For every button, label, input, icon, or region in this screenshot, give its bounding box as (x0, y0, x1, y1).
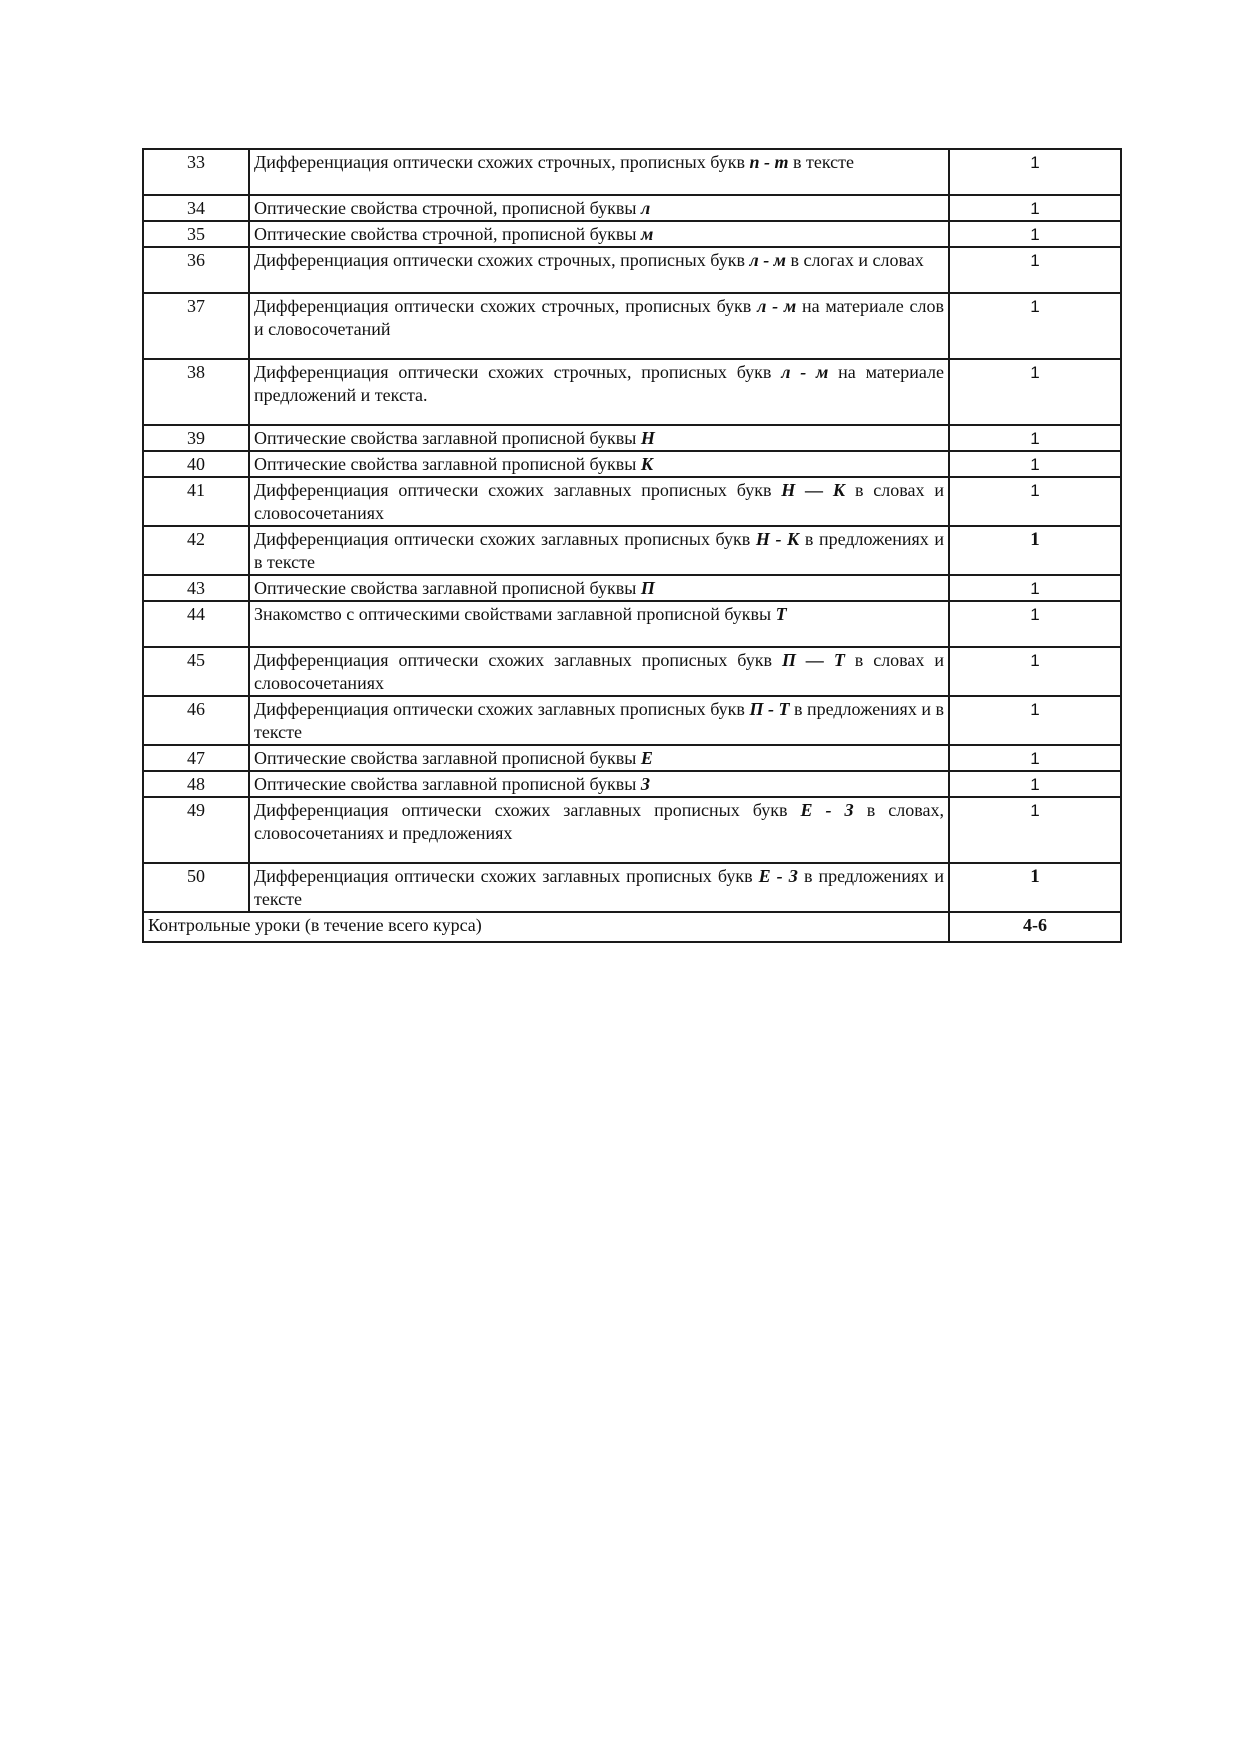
topic-text-end: в предложениях и тексте (254, 866, 944, 909)
lesson-hours: 1 (949, 221, 1121, 247)
topic-text: Оптические свойства заглавной прописной буквы (254, 428, 641, 448)
table-row (143, 647, 1121, 696)
topic-letters: Н (640, 428, 655, 448)
lesson-topic (249, 696, 949, 745)
table-row (143, 575, 1121, 601)
topic-letters: П — Т (781, 650, 845, 670)
lesson-topic (249, 601, 949, 647)
lesson-hours: 1 (949, 863, 1121, 912)
topic-text-end: в словах и словосочетаниях (254, 480, 944, 523)
table-row (143, 526, 1121, 575)
topic-letters: л (640, 198, 651, 218)
lesson-topic (249, 797, 949, 863)
lesson-topic (249, 149, 949, 195)
lesson-topic (249, 247, 949, 293)
topic-letters: Е - З (758, 866, 798, 886)
topic-text-end: на материале слов и словосочетаний (254, 296, 944, 339)
lesson-topic (249, 745, 949, 771)
lesson-topic (249, 526, 949, 575)
topic-letters: Т (775, 604, 787, 624)
lesson-topic (249, 359, 949, 425)
topic-text: Дифференциация оптически схожих заглавных прописных букв (254, 480, 782, 500)
lesson-hours: 1 (949, 601, 1121, 647)
lesson-number: 35 (143, 221, 249, 247)
topic-text: Дифференциация оптически схожих строчных, прописных букв (254, 152, 750, 172)
lesson-number: 49 (143, 797, 249, 863)
topic-letters: л - м (749, 250, 787, 270)
topic-letters: л - м (781, 362, 829, 382)
topic-text: Дифференциация оптически схожих строчных, прописных букв (254, 362, 782, 382)
table-row (143, 477, 1121, 526)
table-row (143, 696, 1121, 745)
topic-text: Дифференциация оптически схожих заглавных прописных букв (254, 699, 750, 719)
topic-text-end: в предложениях и в тексте (254, 699, 944, 742)
topic-text: Оптические свойства заглавной прописной буквы (254, 774, 641, 794)
lesson-hours: 1 (949, 359, 1121, 425)
lesson-hours: 1 (949, 696, 1121, 745)
lesson-number: 45 (143, 647, 249, 696)
table-row (143, 247, 1121, 293)
topic-letters: Н — К (781, 480, 846, 500)
table-row (143, 451, 1121, 477)
lesson-number: 43 (143, 575, 249, 601)
topic-letters: К (640, 454, 654, 474)
topic-text: Оптические свойства заглавной прописной буквы (254, 578, 641, 598)
lesson-number: 46 (143, 696, 249, 745)
topic-text: Дифференциация оптически схожих строчных, прописных букв (254, 250, 750, 270)
lesson-number: 36 (143, 247, 249, 293)
topic-letters: Е (640, 748, 653, 768)
table-row (143, 863, 1121, 912)
topic-text: Дифференциация оптически схожих заглавных прописных букв (254, 650, 782, 670)
lesson-number: 47 (143, 745, 249, 771)
lesson-plan-table (142, 148, 1122, 943)
topic-text-end: в слогах и словах (786, 250, 924, 270)
lesson-hours: 1 (949, 293, 1121, 359)
topic-text: Оптические свойства строчной, прописной буквы (254, 224, 641, 244)
topic-letters: Н - К (755, 529, 800, 549)
table-row (143, 745, 1121, 771)
topic-text: Оптические свойства строчной, прописной буквы (254, 198, 641, 218)
table-row (143, 221, 1121, 247)
lesson-topic (249, 647, 949, 696)
table-row (143, 797, 1121, 863)
lesson-topic (249, 293, 949, 359)
topic-text-end: в словах, словосочетаниях и предложениях (254, 800, 944, 843)
footer-hours: 4-6 (949, 912, 1121, 942)
lesson-topic (249, 575, 949, 601)
lesson-hours: 1 (949, 425, 1121, 451)
lesson-hours: 1 (949, 771, 1121, 797)
lesson-hours: 1 (949, 647, 1121, 696)
lesson-hours: 1 (949, 149, 1121, 195)
table-row (143, 293, 1121, 359)
topic-text: Оптические свойства заглавной прописной буквы (254, 748, 641, 768)
table-row (143, 359, 1121, 425)
table-row (143, 195, 1121, 221)
lesson-hours: 1 (949, 477, 1121, 526)
lesson-number: 48 (143, 771, 249, 797)
topic-text-end: в тексте (788, 152, 854, 172)
lesson-hours: 1 (949, 745, 1121, 771)
lesson-number: 39 (143, 425, 249, 451)
footer-label: Контрольные уроки (в течение всего курса) (143, 912, 949, 942)
lesson-hours: 1 (949, 526, 1121, 575)
topic-text: Дифференциация оптически схожих заглавных прописных букв (254, 529, 756, 549)
topic-text: Дифференциация оптически схожих заглавных прописных букв (254, 800, 801, 820)
topic-letters: л - м (757, 296, 797, 316)
topic-letters: П - Т (749, 699, 790, 719)
topic-letters: м (640, 224, 654, 244)
lesson-number: 33 (143, 149, 249, 195)
topic-text: Оптические свойства заглавной прописной буквы (254, 454, 641, 474)
lesson-number: 38 (143, 359, 249, 425)
topic-text-end: в словах и словосочетаниях (254, 650, 944, 693)
topic-letters: п - т (749, 152, 789, 172)
lesson-topic (249, 221, 949, 247)
topic-text-end: на материале предложений и текста. (254, 362, 944, 405)
lesson-topic (249, 863, 949, 912)
lesson-topic (249, 425, 949, 451)
lesson-hours: 1 (949, 451, 1121, 477)
lesson-topic (249, 451, 949, 477)
lesson-hours: 1 (949, 575, 1121, 601)
topic-text: Дифференциация оптически схожих заглавных прописных букв (254, 866, 759, 886)
lesson-hours: 1 (949, 195, 1121, 221)
topic-letters: З (640, 774, 651, 794)
table-row (143, 149, 1121, 195)
topic-text-end: в предложениях и в тексте (254, 529, 944, 572)
topic-text: Знакомство с оптическими свойствами заглавной прописной буквы (254, 604, 776, 624)
lesson-hours: 1 (949, 247, 1121, 293)
table-row (143, 601, 1121, 647)
lesson-hours: 1 (949, 797, 1121, 863)
footer-row (143, 912, 1121, 942)
lesson-number: 42 (143, 526, 249, 575)
lesson-number: 40 (143, 451, 249, 477)
table-row (143, 771, 1121, 797)
lesson-number: 41 (143, 477, 249, 526)
lesson-topic (249, 771, 949, 797)
lesson-number: 37 (143, 293, 249, 359)
topic-letters: Е - З (800, 800, 854, 820)
lesson-topic (249, 195, 949, 221)
lesson-number: 34 (143, 195, 249, 221)
table-row (143, 425, 1121, 451)
lesson-number: 50 (143, 863, 249, 912)
lesson-topic (249, 477, 949, 526)
lesson-number: 44 (143, 601, 249, 647)
lesson-plan-body (143, 149, 1121, 912)
topic-letters: П (640, 578, 655, 598)
topic-text: Дифференциация оптически схожих строчных, прописных букв (254, 296, 758, 316)
